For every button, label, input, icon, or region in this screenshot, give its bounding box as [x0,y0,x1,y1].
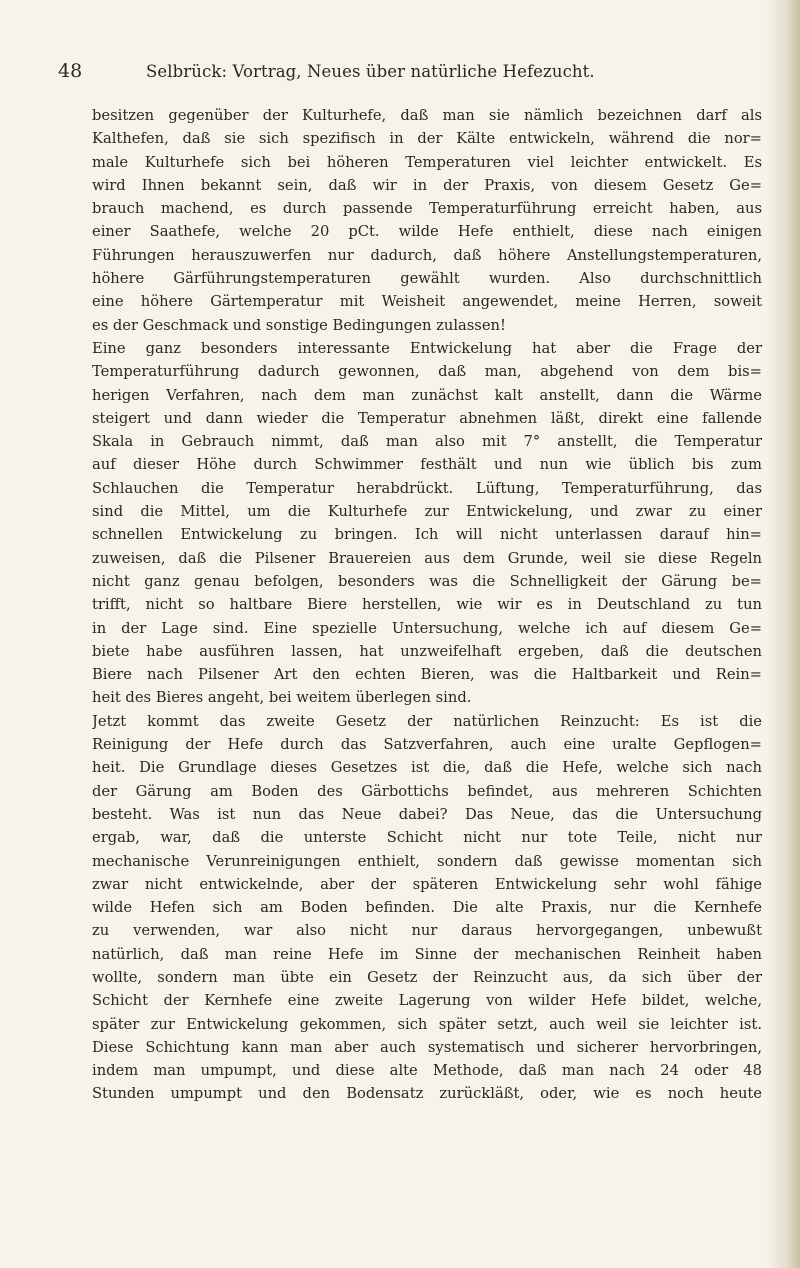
text-line: Eine ganz besonders interessante Entwickelung hat aber die Frage der [92,339,762,357]
text-line: Jetzt kommt das zweite Gesetz der natürlichen Reinzucht: Es ist die [92,712,762,730]
body-text [92,104,762,1106]
text-line: Schlauchen die Temperatur herabdrückt. Lüftung, Temperaturführung, das [92,479,762,497]
text-line: besitzen gegenüber der Kulturhefe, daß man sie nämlich bezeichnen darf als [92,107,762,124]
text-line: es der Geschmack und sonstige Bedingungen zulassen! [92,316,506,334]
text-line: der Gärung am Boden des Gärbottichs befindet, aus mehreren Schichten [92,782,762,800]
text-line: brauch machend, es durch passende Temperaturführung erreicht haben, aus [92,200,762,218]
text-line: ergab, war, daß die unterste Schicht nicht nur tote Teile, nicht nur [92,829,762,847]
text-line: zwar nicht entwickelnde, aber der späteren Entwickelung sehr wohl fähige [92,875,762,893]
text-line: Skala in Gebrauch nimmt, daß man also mit 7° anstellt, die Temperatur [92,433,762,451]
text-line: Stunden umpumpt und den Bodensatz zurückläßt, oder, wie es noch heute [92,1085,762,1103]
text-line: besteht. Was ist nun das Neue dabei? Das Neue, das die Untersuchung [92,805,762,823]
text-line: male Kulturhefe sich bei höheren Temperaturen viel leichter entwickelt. Es [92,153,762,171]
text-line: wird Ihnen bekannt sein, daß wir in der Praxis, von diesem Gesetz Ge= [92,176,762,194]
text-line: Reinigung der Hefe durch das Satzverfahren, auch eine uralte Gepflogen= [92,736,762,754]
text-line: natürlich, daß man reine Hefe im Sinne der mechanischen Reinheit haben [92,945,762,963]
text-line: mechanische Verunreinigungen enthielt, sondern daß gewisse momentan sich [92,852,762,870]
text-line: eine höhere Gärtemperatur mit Weisheit angewendet, meine Herren, soweit [92,293,762,311]
text-line: zuweisen, daß die Pilsener Brauereien aus dem Grunde, weil sie diese Regeln [92,549,762,567]
text-line: Schicht der Kernhefe eine zweite Lagerung von wilder Hefe bildet, welche, [92,992,762,1010]
text-line: schnellen Entwickelung zu bringen. Ich will nicht unterlassen darauf hin= [92,526,762,544]
text-line: zu verwenden, war also nicht nur daraus hervorgegangen, unbewußt [92,922,762,940]
text-line: höhere Gärführungstemperaturen gewählt wurden. Also durchschnittlich [92,270,762,288]
running-title: Selbrück: Vortrag, Neues über natürliche Hefezucht. [146,62,595,81]
text-line: Führungen herauszuwerfen nur dadurch, daß höhere Anstellungstemperaturen, [92,246,762,264]
text-line: wollte, sondern man übte ein Gesetz der Reinzucht aus, da sich über der [92,968,762,986]
text-line: steigert und dann wieder die Temperatur abnehmen läßt, direkt eine fallende [92,409,762,427]
text-line: einer Saathefe, welche 20 pCt. wilde Hefe enthielt, diese nach einigen [92,223,762,241]
running-head [58,56,758,86]
text-line: indem man umpumpt, und diese alte Methode, daß man nach 24 oder 48 [92,1062,762,1080]
text-line: in der Lage sind. Eine spezielle Untersuchung, welche ich auf diesem Ge= [92,619,762,637]
page-edge-shadow [766,0,800,1268]
text-line: trifft, nicht so haltbare Biere herstellen, wie wir es in Deutschland zu tun [92,596,762,614]
text-line: Diese Schichtung kann man aber auch systematisch und sicherer hervorbringen, [92,1038,762,1056]
text-line: herigen Verfahren, nach dem man zunächst kalt anstellt, dann die Wärme [92,386,762,404]
text-line: Kalthefen, daß sie sich spezifisch in der Kälte entwickeln, während die nor= [92,130,762,148]
text-line: nicht ganz genau befolgen, besonders was die Schnelligkeit der Gärung be= [92,572,762,590]
text-line: Biere nach Pilsener Art den echten Bieren, was die Haltbarkeit und Rein= [92,666,762,684]
text-line: sind die Mittel, um die Kulturhefe zur Entwickelung, und zwar zu einer [92,503,762,521]
text-line: auf dieser Höhe durch Schwimmer festhält und nun wie üblich bis zum [92,456,762,474]
text-line: später zur Entwickelung gekommen, sich später setzt, auch weil sie leichter ist. [92,1015,762,1033]
page-number: 48 [58,60,83,82]
text-line: biete habe ausführen lassen, hat unzweifelhaft ergeben, daß die deutschen [92,642,762,660]
text-line: heit des Bieres angeht, bei weitem überlegen sind. [92,689,472,707]
text-line: heit. Die Grundlage dieses Gesetzes ist die, daß die Hefe, welche sich nach [92,759,762,777]
text-line: Temperaturführung dadurch gewonnen, daß man, abgehend von dem bis= [92,363,762,381]
text-line: wilde Hefen sich am Boden befinden. Die alte Praxis, nur die Kernhefe [92,899,762,917]
